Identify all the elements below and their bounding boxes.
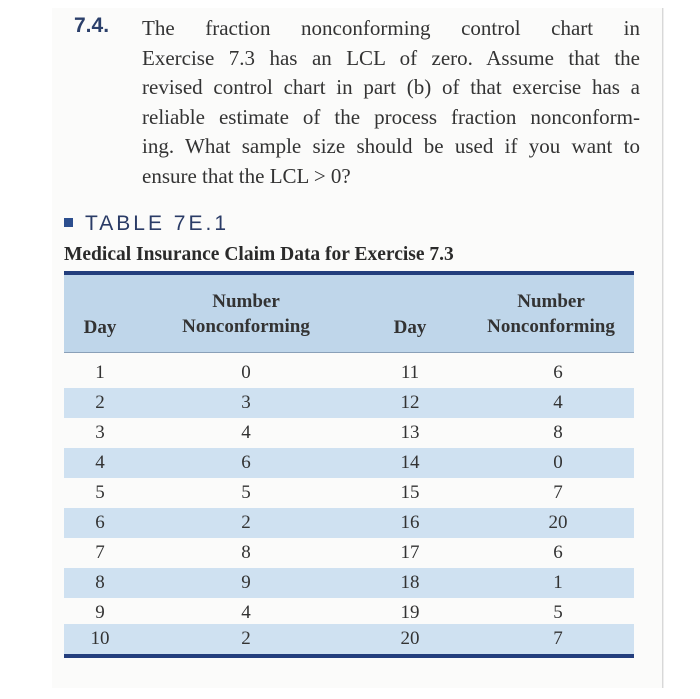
cell-nonconforming: 9: [241, 572, 251, 593]
header-nonconforming-left: Nonconforming: [182, 316, 310, 337]
cell-day: 18: [400, 572, 420, 593]
cell-nonconforming: 6: [553, 362, 563, 383]
table-row: [64, 358, 634, 388]
exercise-text: [142, 14, 640, 191]
exercise-line: ensure that the LCL > 0?: [142, 163, 351, 188]
table-label-text: TABLE 7E.1: [85, 212, 230, 235]
exercise-line: The fraction nonconforming control chart in: [142, 16, 640, 40]
header-number-left: Number: [212, 291, 280, 312]
table-row: [64, 568, 634, 598]
table-caption: Medical Insurance Claim Data for Exercise 7.3: [64, 244, 454, 265]
cell-day: 15: [400, 482, 420, 503]
cell-day: 6: [95, 512, 105, 533]
cell-day: 13: [400, 422, 420, 443]
cell-nonconforming: 5: [553, 602, 563, 623]
exercise-line: Exercise 7.3 has an LCL of zero. Assume that the: [142, 45, 640, 70]
cell-nonconforming: 2: [241, 512, 251, 533]
table-bottom-rule: [64, 654, 634, 658]
cell-nonconforming: 7: [553, 482, 563, 503]
exercise-line: ing. What sample size should be used if you want to: [142, 134, 640, 158]
cell-nonconforming: 1: [553, 572, 563, 593]
table-row: [64, 388, 634, 418]
cell-nonconforming: 6: [241, 452, 251, 473]
cell-nonconforming: 8: [553, 422, 563, 443]
cell-day: 12: [400, 392, 420, 413]
cell-day: 19: [400, 602, 420, 623]
cell-day: 1: [95, 362, 105, 383]
header-divider: [64, 352, 634, 353]
cell-nonconforming: 4: [241, 422, 251, 443]
table-row: [64, 538, 634, 568]
cell-nonconforming: 20: [548, 512, 568, 533]
cell-day: 11: [400, 362, 420, 383]
cell-nonconforming: 8: [241, 542, 251, 563]
cell-nonconforming: 4: [553, 392, 563, 413]
cell-day: 9: [95, 602, 105, 623]
cell-nonconforming: 7: [553, 628, 563, 649]
cell-nonconforming: 0: [241, 362, 251, 383]
header-day-right: Day: [393, 317, 427, 338]
cell-nonconforming: 4: [241, 602, 251, 623]
cell-day: 16: [400, 512, 420, 533]
table-row: [64, 418, 634, 448]
header-number-right: Number: [517, 291, 585, 312]
table-header: [64, 275, 634, 353]
cell-day: 14: [400, 452, 420, 473]
cell-nonconforming: 3: [241, 392, 251, 413]
cell-day: 17: [400, 542, 420, 563]
exercise-line: revised control chart in part (b) of that exercise has a: [142, 75, 640, 99]
table-label: [64, 212, 229, 236]
cell-day: 8: [95, 572, 105, 593]
cell-nonconforming: 6: [553, 542, 563, 563]
cell-nonconforming: 0: [553, 452, 563, 473]
table-row: [64, 508, 634, 538]
square-bullet-icon: [64, 218, 73, 227]
cell-day: 5: [95, 482, 105, 503]
cell-day: 20: [400, 628, 420, 649]
cell-day: 4: [95, 452, 105, 473]
exercise-number: 7.4.: [74, 14, 110, 37]
cell-nonconforming: 5: [241, 482, 251, 503]
header-nonconforming-right: Nonconforming: [487, 316, 615, 337]
cell-day: 3: [95, 422, 105, 443]
table-row: [64, 448, 634, 478]
cell-day: 2: [95, 392, 105, 413]
cell-nonconforming: 2: [241, 628, 251, 649]
table-row: [64, 478, 634, 508]
cell-day: 7: [95, 542, 105, 563]
header-day-left: Day: [83, 317, 117, 338]
cell-day: 10: [90, 628, 110, 649]
table-row: [64, 624, 634, 654]
exercise-line: reliable estimate of the process fraction nonconform-: [142, 104, 640, 129]
